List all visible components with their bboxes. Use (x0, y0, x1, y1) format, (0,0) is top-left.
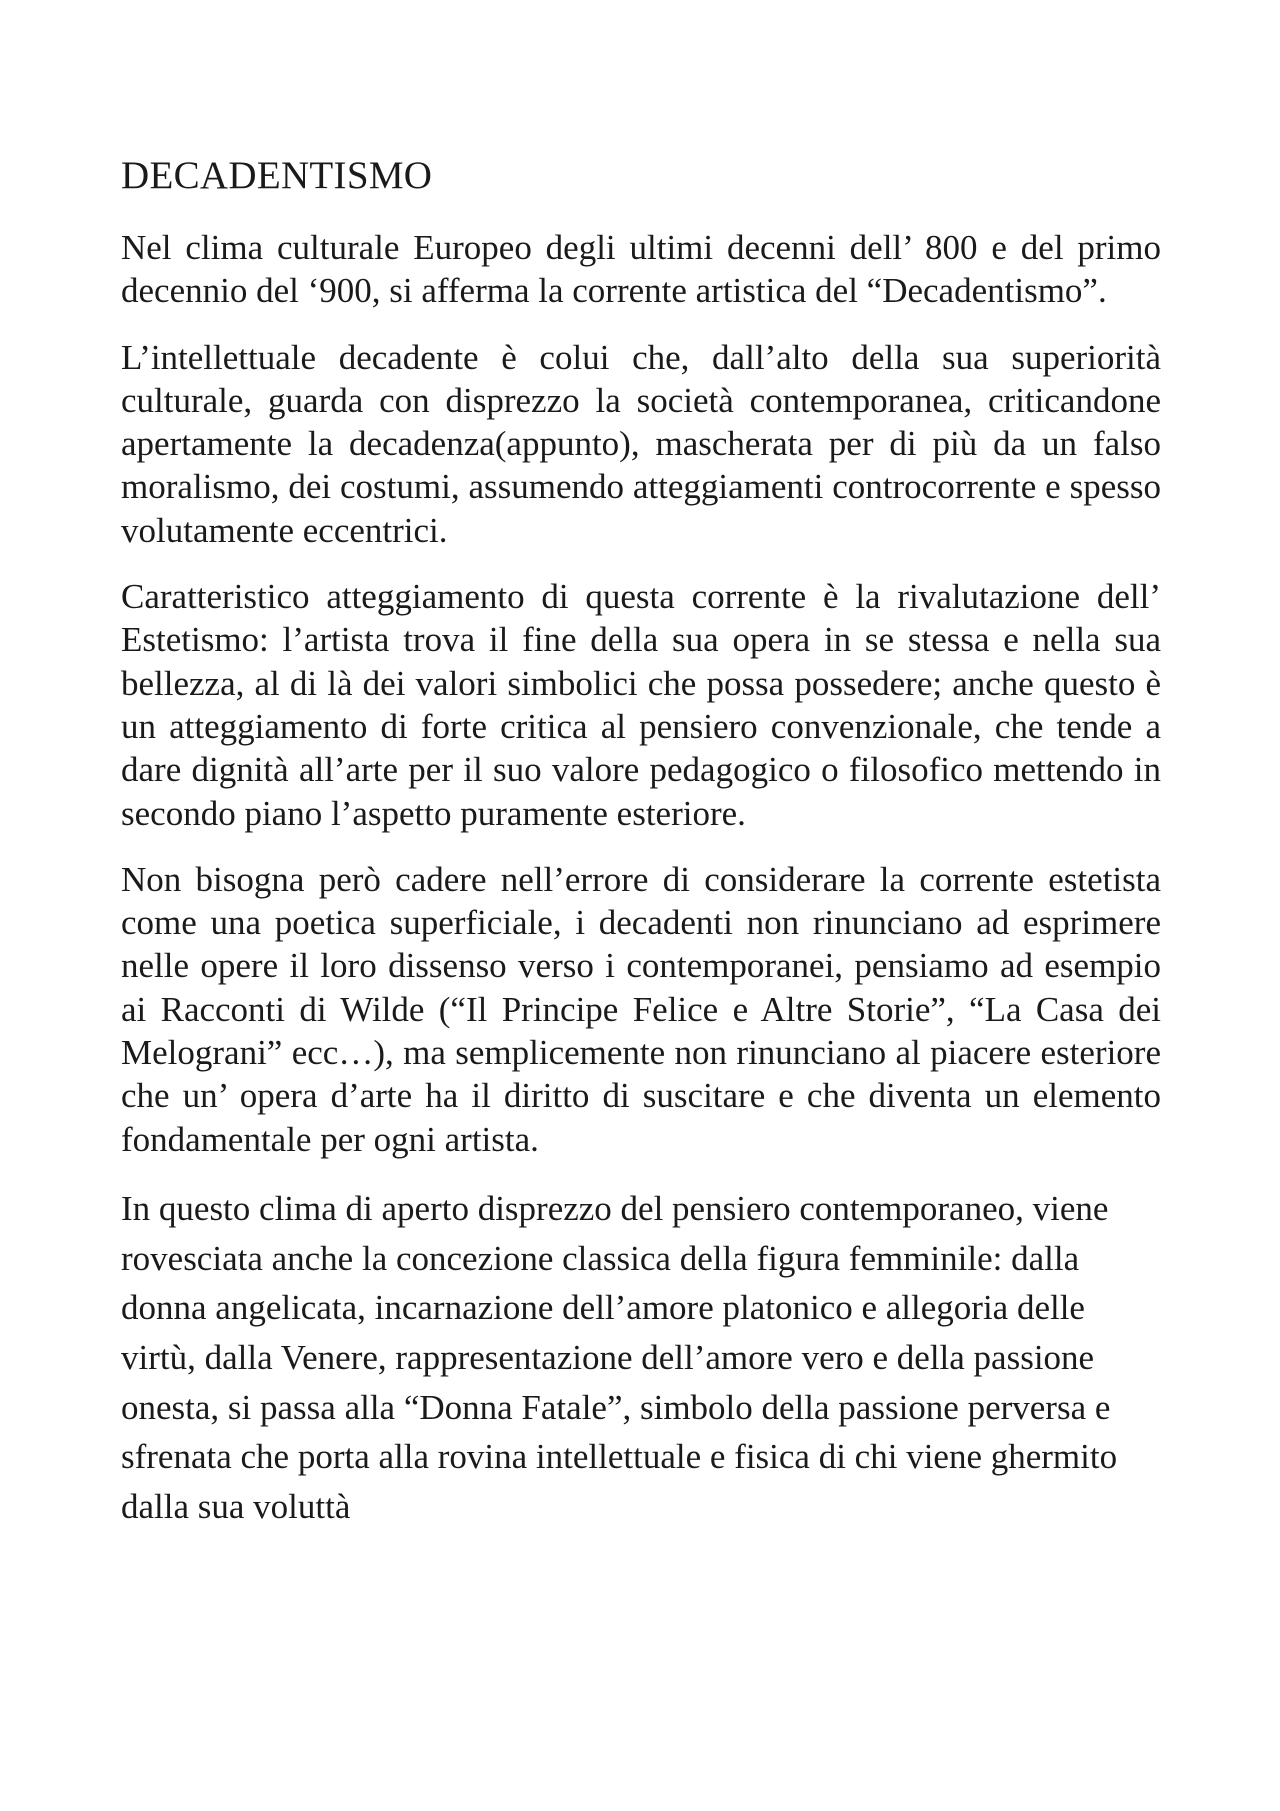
document-body (121, 150, 1161, 1555)
paragraph-donna-fatale: In questo clima di aperto disprezzo del pensiero contemporaneo, viene rovesciata anche la concezione classica della figura femminile: dalla donna angelicata, incarnazione dell’amore platonico e allegoria delle virtù, dalla Venere, rappresentazione dell’amore vero e della passione onesta, si passa alla “Donna Fatale”, simbolo della passione perversa e sfrenata che porta alla rovina intellettuale e fisica di chi viene ghermito dalla sua voluttà (121, 1188, 1118, 1527)
document-title: DECADENTISMO (121, 154, 433, 197)
paragraph-intellettuale: L’intellettuale decadente è colui che, dall’alto della sua superiorità culturale, guarda con disprezzo la società contemporanea, criticandone apertamente la decadenza(appunto), mascherata per di più da un falso moralismo, dei costumi, assumendo atteggiamenti controcorrente e spesso volutamente eccentrici. (121, 337, 1161, 550)
paragraph-estetismo: Caratteristico atteggiamento di questa corrente è la rivalutazione dell’ Estetismo: l’artista trova il fine della sua opera in se stessa e nella sua bellezza, al di là dei valori simbolici che possa possedere; anche questo è un atteggiamento di forte critica al pensiero convenzionale, che tende a dare dignità all’arte per il suo valore pedagogico o filosofico mettendo in secondo piano l’aspetto puramente esteriore. (121, 577, 1161, 833)
paragraph-poetica: Non bisogna però cadere nell’errore di considerare la corrente estetista come una poetica superficiale, i decadenti non rinunciano ad esprimere nelle opere il loro dissenso verso i contemporanei, pensiamo ad esempio ai Racconti di Wilde (“Il Principe Felice e Altre Storie”, “La Casa dei Melograni” ecc…), ma semplicemente non rinunciano al piacere esteriore che un’ opera d’arte ha il diritto di suscitare e che diventa un elemento fondamentale per ogni artista. (121, 859, 1161, 1159)
paragraph-intro: Nel clima culturale Europeo degli ultimi decenni dell’ 800 e del primo decennio del ‘900, si afferma la corrente artistica del “Decadentismo”. (121, 228, 1161, 311)
